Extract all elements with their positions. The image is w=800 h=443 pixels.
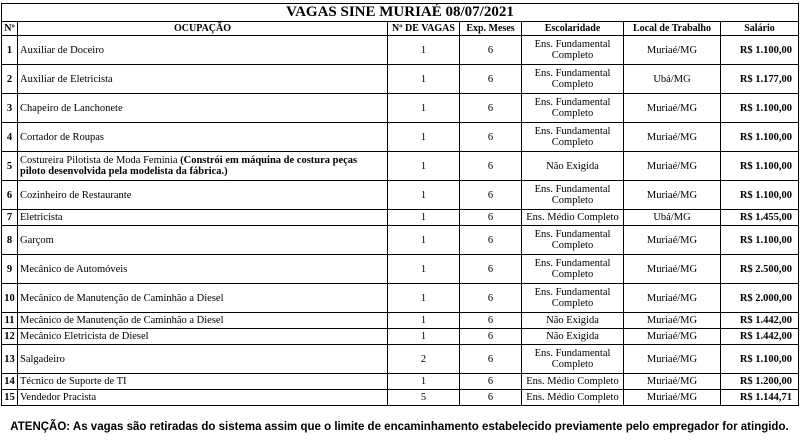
table-row: [2, 123, 799, 152]
row-number: [2, 152, 18, 181]
occupation-cell: [18, 181, 388, 210]
education-cell: [522, 329, 624, 345]
row-number: [2, 36, 18, 65]
education-cell-text: Ens. Fundamental Completo: [534, 229, 611, 251]
row-number: [2, 94, 18, 123]
salary-cell: [721, 123, 799, 152]
occupation-cell-text: Eletricista: [20, 212, 63, 223]
salary-cell: [721, 390, 799, 406]
education-cell-text: Não Exigida: [546, 315, 599, 326]
vacancies-cell-text: 1: [420, 263, 427, 275]
experience-cell: [460, 181, 522, 210]
col-header-vacancies: Nº DE VAGAS: [388, 22, 460, 36]
occupation-cell-text: Costureira Pilotista de Moda Feminia: [20, 155, 181, 166]
vacancies-cell-text: 1: [420, 234, 427, 246]
row-number: [2, 255, 18, 284]
location-cell: [624, 284, 721, 313]
experience-cell: [460, 345, 522, 374]
occupation-cell: [18, 255, 388, 284]
salary-cell: [721, 374, 799, 390]
salary-cell-text: R$ 1.100,00: [739, 44, 793, 56]
education-cell: [522, 226, 624, 255]
education-cell: [522, 181, 624, 210]
row-number-text: 12: [4, 331, 15, 342]
salary-cell-text: R$ 1.177,00: [739, 73, 793, 85]
occupation-cell-text: Mecânico de Automóveis: [20, 263, 128, 275]
col-header-experience: Exp. Meses: [460, 22, 522, 36]
education-cell: [522, 210, 624, 226]
vacancies-cell-text: 5: [420, 392, 427, 403]
salary-cell-text: R$ 1.100,00: [739, 234, 793, 246]
row-number: [2, 123, 18, 152]
occupation-cell-text: Mecânico de Manutenção de Caminhão a Diesel: [20, 315, 224, 326]
location-cell: [624, 390, 721, 406]
salary-cell-text: R$ 1.100,00: [739, 102, 793, 114]
occupation-cell: [18, 313, 388, 329]
row-number-text: 14: [4, 376, 15, 387]
occupation-cell-text: Salgadeiro: [20, 353, 65, 365]
education-cell-text: Ens. Fundamental Completo: [534, 258, 611, 280]
row-number: [2, 329, 18, 345]
location-cell-text: Ubá/MG: [653, 73, 691, 85]
education-cell: [522, 65, 624, 94]
education-cell: [522, 345, 624, 374]
row-number: [2, 374, 18, 390]
salary-cell-text: R$ 1.100,00: [739, 353, 793, 365]
occupation-cell-text: Mecânico Eletricista de Diesel: [20, 331, 149, 342]
education-cell-text: Ens. Fundamental Completo: [534, 126, 611, 148]
experience-cell: [460, 284, 522, 313]
education-cell: [522, 390, 624, 406]
occupation-cell-text: Cozinheiro de Restaurante: [20, 189, 132, 201]
location-cell: [624, 255, 721, 284]
salary-cell-text: R$ 1.442,00: [739, 315, 793, 326]
education-cell-text: Ens. Fundamental Completo: [534, 184, 611, 206]
vacancies-cell: [388, 181, 460, 210]
salary-cell-text: R$ 1.100,00: [739, 160, 793, 172]
table-row: [2, 181, 799, 210]
salary-cell: [721, 65, 799, 94]
vacancies-cell-text: 1: [420, 44, 427, 56]
occupation-cell-text: Chapeiro de Lanchonete: [20, 102, 123, 114]
row-number-text: 9: [6, 263, 13, 275]
header-row: [2, 22, 799, 36]
col-header-salary: Salário: [721, 22, 799, 36]
location-cell: [624, 36, 721, 65]
education-cell-text: Ens. Médio Completo: [526, 376, 619, 387]
experience-cell: [460, 210, 522, 226]
table-row: [2, 390, 799, 406]
vacancies-body: [2, 36, 799, 406]
vacancies-cell-text: 1: [420, 102, 427, 114]
col-header-education: Escolaridade: [522, 22, 624, 36]
occupation-note: (Constrói em máquina de costura peças piloto desenvolvida pela modelista da fábrica.): [20, 155, 358, 177]
education-cell-text: Não Exigida: [546, 331, 599, 342]
education-cell-text: Ens. Fundamental Completo: [534, 68, 611, 90]
location-cell: [624, 345, 721, 374]
salary-cell: [721, 210, 799, 226]
experience-cell: [460, 255, 522, 284]
vacancies-cell-text: 1: [420, 160, 427, 172]
vacancies-cell: [388, 255, 460, 284]
row-number-text: 5: [6, 160, 13, 172]
experience-cell-text: 6: [487, 292, 494, 304]
experience-cell-text: 6: [487, 353, 494, 365]
salary-cell-text: R$ 1.442,00: [739, 331, 793, 342]
location-cell-text: Muriaé/MG: [646, 292, 698, 304]
salary-cell: [721, 313, 799, 329]
occupation-cell-text: Mecânico de Manutenção de Caminhão a Diesel: [20, 292, 224, 304]
location-cell-text: Muriaé/MG: [646, 376, 698, 387]
salary-cell: [721, 329, 799, 345]
education-cell: [522, 36, 624, 65]
table-row: [2, 152, 799, 181]
occupation-cell-text: Técnico de Suporte de TI: [20, 376, 127, 387]
occupation-cell-text: Auxiliar de Eletricista: [20, 73, 113, 85]
experience-cell: [460, 329, 522, 345]
table-row: [2, 94, 799, 123]
location-cell-text: Muriaé/MG: [646, 44, 698, 56]
education-cell-text: Ens. Fundamental Completo: [534, 287, 611, 309]
occupation-cell: [18, 374, 388, 390]
experience-cell: [460, 94, 522, 123]
location-cell-text: Muriaé/MG: [646, 189, 698, 201]
sheet-title: VAGAS SINE MURIAÉ 08/07/2021: [2, 4, 799, 22]
vacancies-cell: [388, 65, 460, 94]
experience-cell-text: 6: [487, 315, 494, 326]
location-cell: [624, 94, 721, 123]
location-cell: [624, 65, 721, 94]
row-number: [2, 65, 18, 94]
location-cell: [624, 152, 721, 181]
occupation-cell: [18, 284, 388, 313]
col-header-number: Nº: [2, 22, 18, 36]
vacancies-cell: [388, 36, 460, 65]
vacancies-cell-text: 1: [420, 292, 427, 304]
location-cell: [624, 374, 721, 390]
vacancies-cell: [388, 152, 460, 181]
row-number-text: 8: [6, 234, 13, 246]
location-cell-text: Muriaé/MG: [646, 131, 698, 143]
occupation-cell: [18, 345, 388, 374]
experience-cell-text: 6: [487, 131, 494, 143]
vacancies-cell-text: 1: [420, 376, 427, 387]
education-cell-text: Ens. Médio Completo: [526, 212, 619, 223]
row-number-text: 7: [6, 212, 13, 223]
row-number-text: 13: [4, 353, 15, 365]
experience-cell-text: 6: [487, 44, 494, 56]
location-cell-text: Muriaé/MG: [646, 234, 698, 246]
location-cell: [624, 123, 721, 152]
vacancies-cell: [388, 345, 460, 374]
location-cell-text: Muriaé/MG: [646, 392, 698, 403]
occupation-cell: [18, 123, 388, 152]
job-vacancies-sheet: [1, 3, 798, 433]
experience-cell: [460, 374, 522, 390]
education-cell-text: Não Exigida: [546, 160, 599, 172]
salary-cell: [721, 181, 799, 210]
occupation-cell: [18, 152, 388, 181]
occupation-cell: [18, 226, 388, 255]
table-row: [2, 255, 799, 284]
salary-cell: [721, 152, 799, 181]
location-cell-text: Muriaé/MG: [646, 102, 698, 114]
table-row: [2, 374, 799, 390]
education-cell: [522, 94, 624, 123]
salary-cell-text: R$ 1.455,00: [739, 212, 793, 223]
education-cell: [522, 152, 624, 181]
salary-cell: [721, 226, 799, 255]
table-row: [2, 313, 799, 329]
experience-cell: [460, 152, 522, 181]
attention-note: ATENÇÃO: As vagas são retiradas do sistema assim que o limite de encaminhamento estabelecido previamente pelo empregador for atingido.: [10, 421, 789, 433]
row-number-text: 4: [6, 131, 13, 143]
row-number-text: 1: [6, 44, 13, 56]
location-cell: [624, 226, 721, 255]
row-number-text: 10: [4, 292, 15, 304]
salary-cell-text: R$ 1.144,71: [739, 392, 793, 403]
table-row: [2, 210, 799, 226]
vacancies-cell-text: 1: [420, 189, 427, 201]
table-row: [2, 284, 799, 313]
table-row: [2, 329, 799, 345]
salary-cell-text: R$ 1.100,00: [739, 131, 793, 143]
location-cell-text: Ubá/MG: [653, 212, 691, 223]
experience-cell-text: 6: [487, 263, 494, 275]
education-cell-text: Ens. Fundamental Completo: [534, 39, 611, 61]
vacancies-cell-text: 1: [420, 73, 427, 85]
location-cell: [624, 210, 721, 226]
vacancies-cell: [388, 390, 460, 406]
vacancies-cell: [388, 210, 460, 226]
experience-cell-text: 6: [487, 392, 494, 403]
col-header-location: Local de Trabalho: [624, 22, 721, 36]
row-number-text: 11: [4, 315, 15, 326]
salary-cell-text: R$ 2.000,00: [739, 292, 793, 304]
education-cell-text: Ens. Fundamental Completo: [534, 348, 611, 370]
experience-cell-text: 6: [487, 376, 494, 387]
experience-cell: [460, 65, 522, 94]
occupation-cell: [18, 36, 388, 65]
experience-cell-text: 6: [487, 189, 494, 201]
vacancies-cell-text: 1: [420, 131, 427, 143]
col-header-occupation: OCUPAÇÃO: [18, 22, 388, 36]
education-cell-text: Ens. Fundamental Completo: [534, 97, 611, 119]
row-number: [2, 210, 18, 226]
row-number: [2, 284, 18, 313]
row-number-text: 2: [6, 73, 13, 85]
table-row: [2, 226, 799, 255]
row-number: [2, 390, 18, 406]
table-row: [2, 65, 799, 94]
occupation-cell-text: Cortador de Roupas: [20, 131, 104, 143]
education-cell-text: Ens. Médio Completo: [526, 392, 619, 403]
row-number: [2, 313, 18, 329]
occupation-cell-text: Vendedor Pracista: [20, 392, 97, 403]
education-cell: [522, 123, 624, 152]
education-cell: [522, 313, 624, 329]
salary-cell: [721, 255, 799, 284]
education-cell: [522, 255, 624, 284]
salary-cell: [721, 284, 799, 313]
vacancies-cell-text: 1: [420, 315, 427, 326]
occupation-cell: [18, 390, 388, 406]
experience-cell-text: 6: [487, 160, 494, 172]
occupation-cell: [18, 65, 388, 94]
vacancies-cell: [388, 374, 460, 390]
experience-cell: [460, 226, 522, 255]
vacancies-cell-text: 2: [420, 353, 427, 365]
location-cell: [624, 329, 721, 345]
experience-cell: [460, 313, 522, 329]
salary-cell-text: R$ 1.200,00: [739, 376, 793, 387]
occupation-cell: [18, 329, 388, 345]
occupation-cell-text: Auxiliar de Doceiro: [20, 44, 104, 56]
row-number: [2, 226, 18, 255]
vacancies-cell-text: 1: [420, 212, 427, 223]
location-cell-text: Muriaé/MG: [646, 263, 698, 275]
experience-cell: [460, 123, 522, 152]
vacancies-cell-text: 1: [420, 331, 427, 342]
vacancies-cell: [388, 226, 460, 255]
salary-cell: [721, 94, 799, 123]
experience-cell-text: 6: [487, 212, 494, 223]
salary-cell-text: R$ 2.500,00: [739, 263, 793, 275]
vacancies-cell: [388, 313, 460, 329]
location-cell-text: Muriaé/MG: [646, 160, 698, 172]
education-cell: [522, 374, 624, 390]
experience-cell: [460, 390, 522, 406]
location-cell: [624, 313, 721, 329]
salary-cell: [721, 36, 799, 65]
occupation-cell: [18, 210, 388, 226]
table-row: [2, 345, 799, 374]
salary-cell: [721, 345, 799, 374]
vacancies-cell: [388, 94, 460, 123]
salary-cell-text: R$ 1.100,00: [739, 189, 793, 201]
row-number-text: 3: [6, 102, 13, 114]
row-number-text: 15: [4, 392, 15, 403]
location-cell: [624, 181, 721, 210]
location-cell-text: Muriaé/MG: [646, 315, 698, 326]
education-cell: [522, 284, 624, 313]
experience-cell-text: 6: [487, 331, 494, 342]
experience-cell-text: 6: [487, 102, 494, 114]
row-number-text: 6: [6, 189, 13, 201]
vacancies-cell: [388, 284, 460, 313]
row-number: [2, 181, 18, 210]
vacancies-cell: [388, 123, 460, 152]
occupation-cell-text: Garçom: [20, 234, 54, 246]
row-number: [2, 345, 18, 374]
location-cell-text: Muriaé/MG: [646, 331, 698, 342]
experience-cell: [460, 36, 522, 65]
experience-cell-text: 6: [487, 73, 494, 85]
table-row: [2, 36, 799, 65]
vacancies-cell: [388, 329, 460, 345]
location-cell-text: Muriaé/MG: [646, 353, 698, 365]
vacancies-table: [1, 3, 799, 406]
experience-cell-text: 6: [487, 234, 494, 246]
occupation-cell: [18, 94, 388, 123]
